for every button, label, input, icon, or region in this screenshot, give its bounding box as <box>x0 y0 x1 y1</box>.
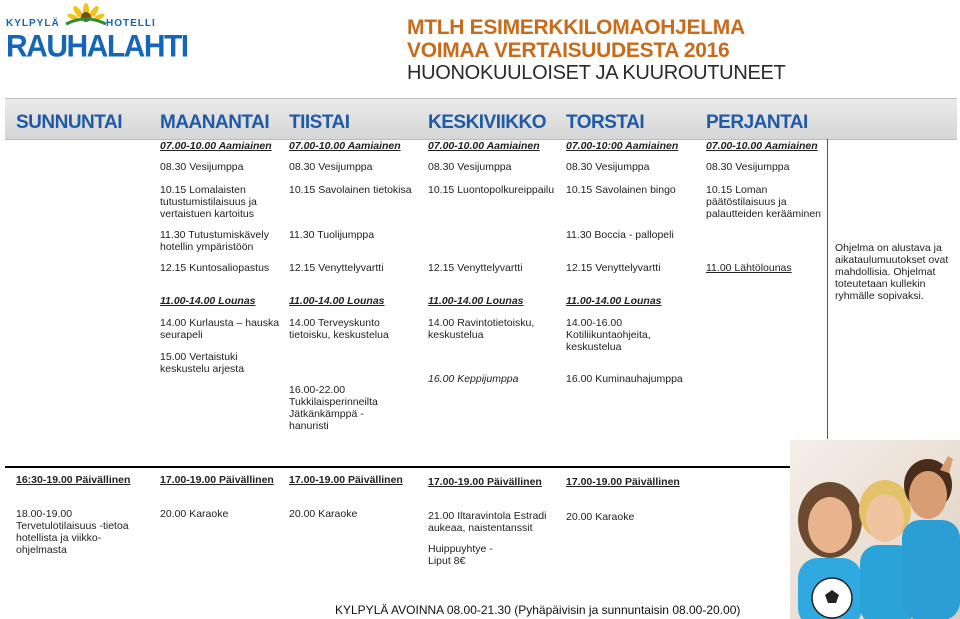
day-sunday: SUNNUNTAI <box>16 112 122 133</box>
tue-activity-1: 10.15 Savolainen tietokisa <box>289 184 412 196</box>
wed-activity-1: 10.15 Luontopolkureippailu <box>428 184 555 196</box>
wed-event-1: 21.00 Iltaravintola Estradi aukeaa, naistentanssit <box>428 510 547 534</box>
sun-event: 18.00-19.00 Tervetulotilaisuus -tietoa hotellista ja viikko-ohjelmasta <box>16 508 129 556</box>
wed-activity-5: 16.00 Keppijumppa <box>428 373 519 385</box>
people-photo <box>790 440 960 619</box>
mon-activity-4: 14.00 Kurlausta – hauska seurapeli <box>160 317 280 341</box>
thu-dinner: 17.00-19.00 Päivällinen <box>566 476 680 488</box>
header-title-3: HUONOKUULOISET JA KUUROUTUNEET <box>407 62 786 84</box>
thu-activity-4: 14.00-16.00 Kotiliikuntaohjeita, keskustelua <box>566 317 651 353</box>
mon-lunch: 11.00-14.00 Lounas <box>160 295 256 307</box>
wed-event-2: Huippuyhtye -Liput 8€ <box>428 543 493 567</box>
day-wednesday: KESKIVIIKKO <box>428 112 547 133</box>
thu-activity-2: 11.30 Boccia - pallopeli <box>566 229 674 241</box>
thu-activity-3: 12.15 Venyttelyvartti <box>566 262 661 274</box>
mon-activity-5: 15.00 Vertaistuki keskustelu arjesta <box>160 351 245 375</box>
tue-aqua: 08.30 Vesijumppa <box>289 161 373 173</box>
tue-event: 20.00 Karaoke <box>289 508 358 520</box>
mon-activity-3: 12.15 Kuntosaliopastus <box>160 262 270 274</box>
thu-activity-5: 16.00 Kuminauhajumppa <box>566 373 683 385</box>
thu-activity-1: 10.15 Savolainen bingo <box>566 184 676 196</box>
footer-opening-hours: KYLPYLÄ AVOINNA 08.00-21.30 (Pyhäpäivisin ja sunnuntaisin 08.00-20.00) <box>335 603 741 617</box>
mon-breakfast: 07.00-10.00 Aamiainen <box>160 140 272 152</box>
tue-activity-4: 14.00 Terveyskunto tietoisku, keskustelua <box>289 317 389 341</box>
mon-activity-1: 10.15 Lomalaisten tutustumistilaisuus ja vertaistuen kartoitus <box>160 184 257 220</box>
logo-rauhalahti: RAUHALAHTI <box>6 29 188 64</box>
fri-departure-lunch: 11.00 Lähtölounas <box>706 262 792 274</box>
thu-lunch: 11.00-14.00 Lounas <box>566 295 662 307</box>
thu-event: 20.00 Karaoke <box>566 511 635 523</box>
mon-aqua: 08.30 Vesijumppa <box>160 161 244 173</box>
fri-aqua: 08.30 Vesijumppa <box>706 161 790 173</box>
logo-hotelli: HOTELLI <box>106 18 156 29</box>
wed-dinner: 17.00-19.00 Päivällinen <box>428 476 542 488</box>
day-tuesday: TIISTAI <box>289 112 350 133</box>
mon-event: 20.00 Karaoke <box>160 508 229 520</box>
column-divider <box>827 139 828 439</box>
mon-dinner: 17.00-19.00 Päivällinen <box>160 474 274 486</box>
mon-activity-2: 11.30 Tutustumiskävely hotellin ympäristöön <box>160 229 269 253</box>
thu-breakfast: 07.00-10:00 Aamiainen <box>566 140 679 152</box>
tue-dinner: 17.00-19.00 Päivällinen <box>289 474 403 486</box>
tue-breakfast: 07.00-10.00 Aamiainen <box>289 140 401 152</box>
header-title-1: MTLH ESIMERKKILOMAOHJELMA <box>407 16 745 39</box>
wed-activity-4: 14.00 Ravintotietoisku, keskustelua <box>428 317 535 341</box>
fri-breakfast: 07.00-10.00 Aamiainen <box>706 140 818 152</box>
sunflower-logo-icon <box>64 2 108 30</box>
logo-kylpyla: KYLPYLÄ <box>6 18 60 29</box>
sun-dinner: 16:30-19.00 Päivällinen <box>16 474 131 486</box>
day-monday: MAANANTAI <box>160 112 270 133</box>
wed-activity-3: 12.15 Venyttelyvartti <box>428 262 523 274</box>
wed-lunch: 11.00-14.00 Lounas <box>428 295 524 307</box>
hotel-logo <box>6 2 188 64</box>
tue-activity-3: 12.15 Venyttelyvartti <box>289 262 384 274</box>
day-friday: PERJANTAI <box>706 112 808 133</box>
thu-aqua: 08.30 Vesijumppa <box>566 161 650 173</box>
header-title-2: VOIMAA VERTAISUUDESTA 2016 <box>407 39 730 62</box>
day-thursday: TORSTAI <box>566 112 645 133</box>
wed-breakfast: 07.00-10.00 Aamiainen <box>428 140 540 152</box>
wed-aqua: 08.30 Vesijumppa <box>428 161 512 173</box>
tue-activity-5: 16.00-22.00 Tukkilaisperinneilta Jätkänkämppä -hanuristi <box>289 384 378 432</box>
program-note: Ohjelma on alustava ja aikataulumuutokset ovat mahdollisia. Ohjelmat toteutetaan kullekin ryhmälle sopivaksi. <box>835 242 949 302</box>
tue-activity-2: 11.30 Tuolijumppa <box>289 229 375 241</box>
tue-lunch: 11.00-14.00 Lounas <box>289 295 385 307</box>
fri-activity-1: 10.15 Loman päätöstilaisuus ja palautteiden kerääminen <box>706 184 821 220</box>
